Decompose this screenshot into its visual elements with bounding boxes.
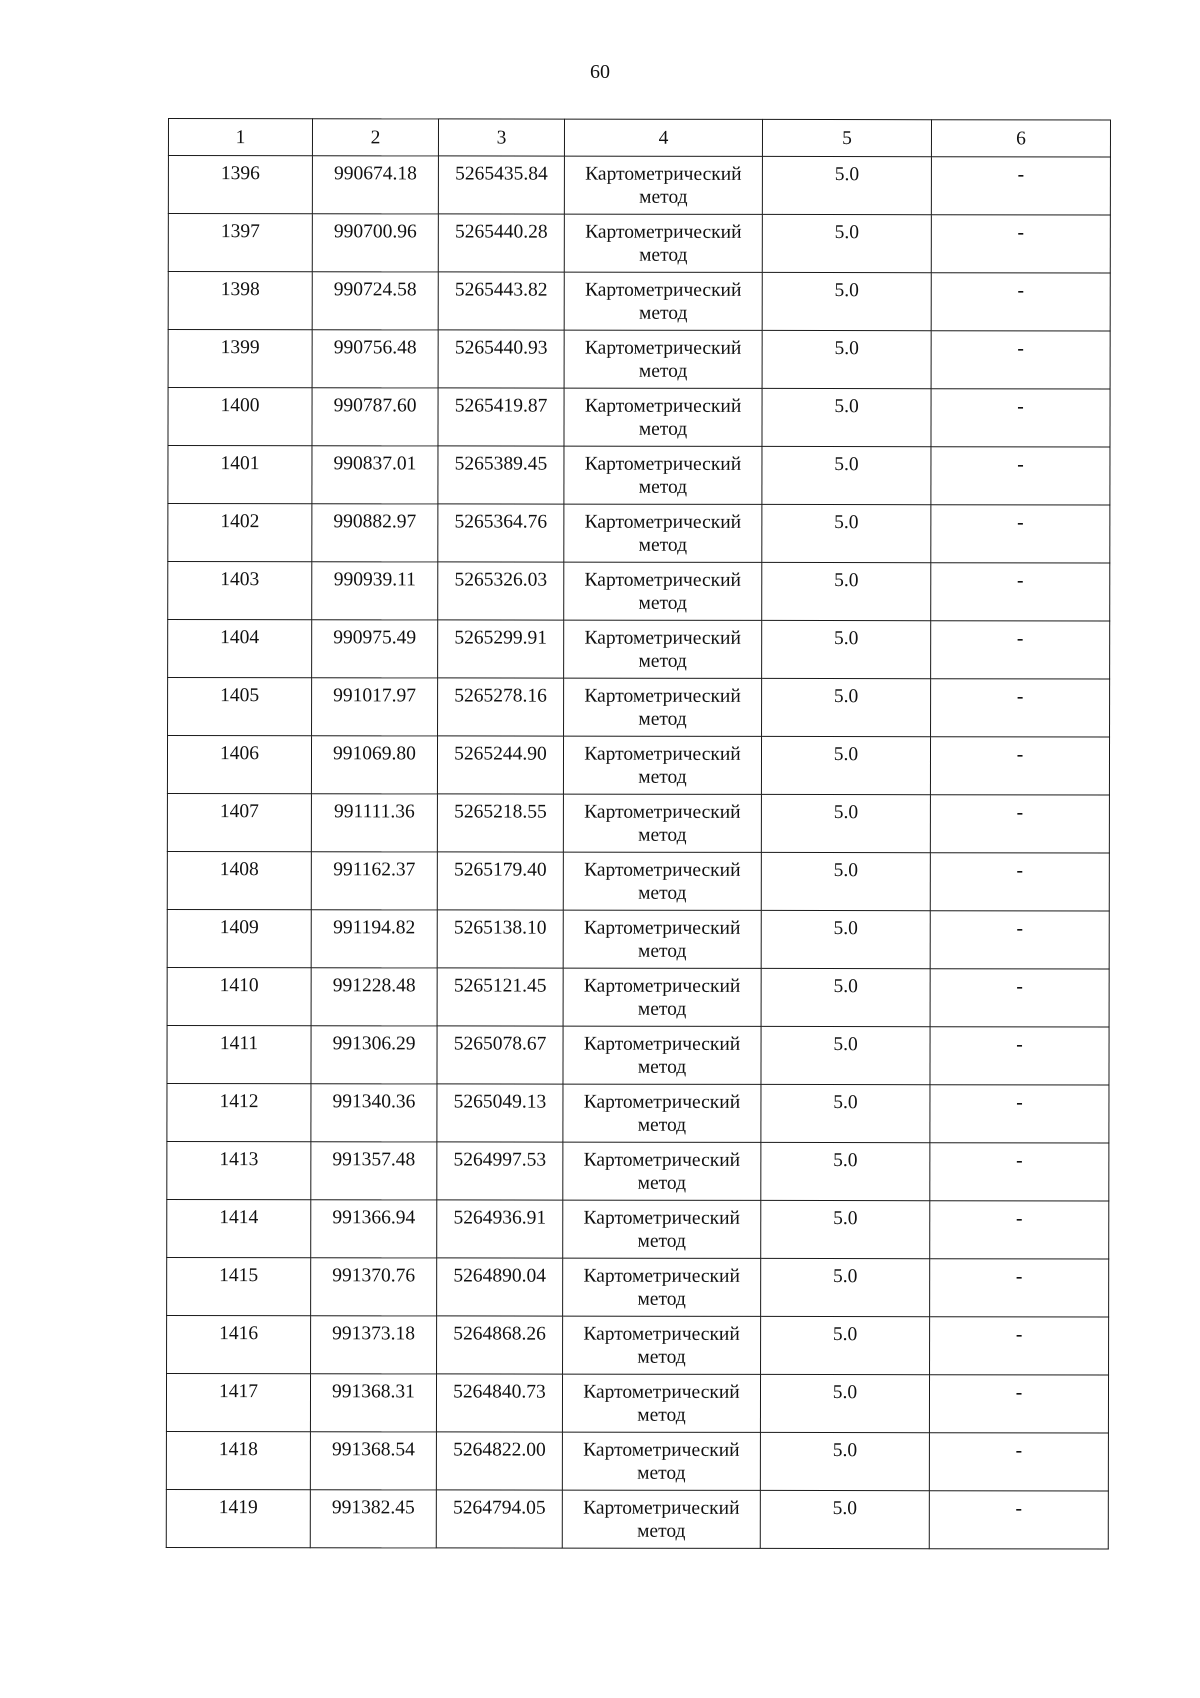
x-coordinate-cell: 991368.31 (310, 1374, 436, 1432)
method-line-1: Картометрический (583, 1091, 741, 1113)
y-coordinate-cell: 5265049.13 (437, 1084, 563, 1142)
method-line-2: метод (637, 1114, 687, 1136)
table-row (168, 214, 1110, 273)
y-coordinate-cell: 5265440.28 (438, 214, 564, 272)
y-coordinate-cell: 5265443.82 (438, 272, 564, 330)
method-line-1: Картометрический (583, 1323, 740, 1345)
y-coordinate-cell: 5264868.26 (437, 1316, 563, 1374)
y-coordinate-cell: 5265326.03 (438, 562, 564, 620)
x-coordinate-cell: 991357.48 (311, 1142, 437, 1200)
x-coordinate-cell: 990756.48 (312, 330, 438, 388)
note-cell: - (931, 331, 1110, 389)
column-header-5: 5 (762, 119, 931, 156)
note-cell: - (931, 273, 1110, 331)
point-number-cell: 1417 (166, 1373, 310, 1431)
table-row (167, 1315, 1109, 1374)
point-number-cell: 1410 (167, 967, 311, 1025)
method-line-2: метод (637, 1288, 686, 1310)
note-cell: - (930, 1027, 1109, 1085)
y-coordinate-cell: 5264997.53 (437, 1142, 563, 1200)
y-coordinate-cell: 5265440.93 (438, 330, 564, 388)
y-coordinate-cell: 5265435.84 (438, 156, 564, 214)
point-number-cell: 1404 (168, 620, 312, 678)
x-coordinate-cell: 991017.97 (312, 678, 438, 736)
point-number-cell: 1399 (168, 330, 312, 388)
point-number-cell: 1397 (168, 214, 312, 272)
table-row (168, 446, 1110, 505)
table-row (167, 1025, 1109, 1084)
method-cell (563, 968, 761, 1026)
point-number-cell: 1409 (167, 909, 311, 967)
accuracy-cell: 5.0 (762, 330, 931, 388)
method-line-2: метод (637, 940, 687, 962)
point-number-cell: 1407 (167, 793, 311, 851)
accuracy-cell: 5.0 (761, 852, 930, 910)
page-number: 60 (590, 61, 610, 83)
note-cell: - (930, 1143, 1109, 1201)
header-row (168, 119, 1110, 157)
accuracy-cell: 5.0 (761, 1142, 930, 1200)
point-number-cell: 1396 (168, 156, 312, 214)
method-line-2: метод (637, 1230, 686, 1252)
table-row (168, 620, 1110, 679)
table-row (166, 1431, 1108, 1490)
x-coordinate-cell: 991382.45 (310, 1490, 436, 1548)
method-line-1: Картометрический (583, 1033, 741, 1055)
note-cell: - (931, 389, 1110, 447)
y-coordinate-cell: 5264794.05 (436, 1490, 562, 1548)
method-cell (562, 1490, 760, 1548)
x-coordinate-cell: 991228.48 (311, 968, 437, 1026)
table-row (168, 562, 1110, 621)
method-line-1: Картометрический (583, 1497, 740, 1519)
method-cell (563, 1200, 761, 1258)
method-line-2: метод (638, 882, 687, 904)
method-cell (562, 1374, 760, 1432)
method-line-1: Картометрический (583, 975, 741, 997)
method-line-2: метод (637, 1520, 686, 1542)
x-coordinate-cell: 990882.97 (312, 504, 438, 562)
y-coordinate-cell: 5265121.45 (437, 968, 563, 1026)
method-cell (563, 852, 761, 910)
note-cell: - (931, 447, 1110, 505)
point-number-cell: 1415 (167, 1257, 311, 1315)
accuracy-cell: 5.0 (760, 1374, 929, 1432)
accuracy-cell: 5.0 (761, 1258, 930, 1316)
method-line-2: метод (638, 476, 688, 498)
point-number-cell: 1416 (167, 1315, 311, 1373)
table-row (167, 1141, 1109, 1200)
method-line-2: метод (637, 1346, 686, 1368)
table-row (166, 1373, 1108, 1432)
method-cell (563, 1316, 761, 1374)
point-number-cell: 1419 (166, 1489, 310, 1547)
method-line-1: Картометрический (584, 453, 742, 475)
y-coordinate-cell: 5265299.91 (438, 620, 564, 678)
note-cell: - (930, 853, 1109, 911)
table-body (166, 156, 1110, 1549)
method-line-1: Картометрический (584, 569, 742, 591)
table-row (168, 272, 1110, 331)
y-coordinate-cell: 5265389.45 (438, 446, 564, 504)
column-header-4: 4 (564, 119, 762, 156)
accuracy-cell: 5.0 (760, 1432, 929, 1490)
table-row (167, 736, 1109, 795)
table-row (168, 504, 1110, 563)
method-line-1: Картометрический (583, 917, 741, 939)
x-coordinate-cell: 990975.49 (312, 620, 438, 678)
accuracy-cell: 5.0 (761, 910, 930, 968)
table-row (167, 967, 1109, 1026)
method-line-2: метод (639, 186, 688, 208)
method-line-1: Картометрический (584, 337, 742, 359)
method-line-2: метод (638, 650, 687, 672)
method-line-2: метод (638, 592, 687, 614)
method-line-2: метод (638, 302, 688, 324)
note-cell: - (930, 1201, 1109, 1259)
method-cell (564, 620, 762, 678)
method-line-2: метод (637, 1172, 687, 1194)
accuracy-cell: 5.0 (762, 620, 931, 678)
y-coordinate-cell: 5264822.00 (436, 1432, 562, 1490)
y-coordinate-cell: 5265179.40 (437, 852, 563, 910)
method-cell (564, 504, 762, 562)
note-cell: - (931, 679, 1110, 737)
column-header-2: 2 (312, 119, 438, 156)
method-cell (564, 678, 762, 736)
table-row (168, 678, 1110, 737)
accuracy-cell: 5.0 (761, 794, 930, 852)
method-line-1: Картометрический (584, 859, 741, 881)
accuracy-cell: 5.0 (761, 1026, 930, 1084)
accuracy-cell: 5.0 (762, 504, 931, 562)
method-line-1: Картометрический (583, 1265, 740, 1287)
point-number-cell: 1401 (168, 446, 312, 504)
method-line-2: метод (638, 360, 688, 382)
point-number-cell: 1406 (167, 736, 311, 794)
method-line-2: метод (637, 1462, 686, 1484)
method-line-2: метод (638, 766, 687, 788)
point-number-cell: 1418 (166, 1431, 310, 1489)
y-coordinate-cell: 5265278.16 (438, 678, 564, 736)
method-line-2: метод (637, 1404, 686, 1426)
x-coordinate-cell: 991368.54 (310, 1432, 436, 1490)
method-cell (564, 330, 762, 388)
x-coordinate-cell: 990837.01 (312, 446, 438, 504)
note-cell: - (930, 969, 1109, 1027)
accuracy-cell: 5.0 (761, 736, 930, 794)
table-row (168, 330, 1110, 389)
method-line-1: Картометрический (584, 685, 741, 707)
method-cell (564, 388, 762, 446)
y-coordinate-cell: 5265244.90 (437, 736, 563, 794)
table-row (166, 1489, 1108, 1548)
note-cell: - (930, 1085, 1109, 1143)
method-line-1: Картометрический (584, 801, 741, 823)
method-cell (563, 1258, 761, 1316)
method-line-1: Картометрический (584, 743, 741, 765)
y-coordinate-cell: 5265078.67 (437, 1026, 563, 1084)
x-coordinate-cell: 991194.82 (311, 910, 437, 968)
y-coordinate-cell: 5264890.04 (437, 1258, 563, 1316)
x-coordinate-cell: 991340.36 (311, 1084, 437, 1142)
method-cell (563, 1084, 761, 1142)
y-coordinate-cell: 5265138.10 (437, 910, 563, 968)
table-row (167, 793, 1109, 852)
point-number-cell: 1403 (168, 562, 312, 620)
accuracy-cell: 5.0 (762, 678, 931, 736)
method-line-1: Картометрический (583, 1439, 740, 1461)
point-number-cell: 1400 (168, 388, 312, 446)
method-line-1: Картометрический (584, 279, 742, 301)
x-coordinate-cell: 991370.76 (311, 1258, 437, 1316)
x-coordinate-cell: 991162.37 (311, 852, 437, 910)
table-row (167, 909, 1109, 968)
table-row (167, 1257, 1109, 1316)
column-header-1: 1 (168, 119, 312, 156)
accuracy-cell: 5.0 (762, 446, 931, 504)
accuracy-cell: 5.0 (762, 156, 931, 214)
y-coordinate-cell: 5264936.91 (437, 1200, 563, 1258)
column-header-6: 6 (931, 120, 1110, 157)
method-cell (563, 736, 761, 794)
method-line-2: метод (637, 998, 687, 1020)
accuracy-cell: 5.0 (762, 388, 931, 446)
point-number-cell: 1413 (167, 1141, 311, 1199)
column-header-3: 3 (438, 119, 564, 156)
x-coordinate-cell: 990939.11 (312, 562, 438, 620)
accuracy-cell: 5.0 (761, 1084, 930, 1142)
note-cell: - (930, 911, 1109, 969)
y-coordinate-cell: 5265364.76 (438, 504, 564, 562)
note-cell: - (929, 1433, 1108, 1491)
note-cell: - (931, 157, 1110, 215)
method-line-1: Картометрический (585, 163, 742, 185)
x-coordinate-cell: 991373.18 (311, 1316, 437, 1374)
method-cell (562, 1432, 760, 1490)
accuracy-cell: 5.0 (761, 1200, 930, 1258)
method-cell (563, 910, 761, 968)
x-coordinate-cell: 990674.18 (312, 156, 438, 214)
point-number-cell: 1405 (168, 678, 312, 736)
point-number-cell: 1402 (168, 504, 312, 562)
note-cell: - (930, 737, 1109, 795)
table-row (168, 388, 1110, 447)
note-cell: - (929, 1375, 1108, 1433)
table-row (167, 851, 1109, 910)
table-row (168, 156, 1110, 215)
point-number-cell: 1412 (167, 1083, 311, 1141)
method-cell (563, 1026, 761, 1084)
note-cell: - (930, 1259, 1109, 1317)
accuracy-cell: 5.0 (761, 1316, 930, 1374)
table-row (167, 1199, 1109, 1258)
method-cell (563, 794, 761, 852)
note-cell: - (931, 505, 1110, 563)
accuracy-cell: 5.0 (761, 968, 930, 1026)
method-cell (564, 272, 762, 330)
y-coordinate-cell: 5265419.87 (438, 388, 564, 446)
y-coordinate-cell: 5264840.73 (436, 1374, 562, 1432)
method-cell (564, 214, 762, 272)
accuracy-cell: 5.0 (762, 562, 931, 620)
x-coordinate-cell: 990700.96 (312, 214, 438, 272)
method-line-2: метод (638, 534, 688, 556)
table-row (167, 1083, 1109, 1142)
method-line-1: Картометрический (583, 1381, 740, 1403)
coordinates-table (166, 118, 1111, 1549)
point-number-cell: 1408 (167, 851, 311, 909)
method-line-1: Картометрический (583, 1149, 741, 1171)
method-line-1: Картометрический (585, 221, 742, 243)
table-header (168, 119, 1110, 157)
method-line-2: метод (637, 1056, 687, 1078)
method-line-2: метод (639, 244, 688, 266)
point-number-cell: 1411 (167, 1025, 311, 1083)
note-cell: - (931, 563, 1110, 621)
method-cell (564, 156, 762, 214)
x-coordinate-cell: 990724.58 (312, 272, 438, 330)
x-coordinate-cell: 991306.29 (311, 1026, 437, 1084)
method-line-2: метод (638, 824, 687, 846)
y-coordinate-cell: 5265218.55 (437, 794, 563, 852)
method-line-2: метод (638, 418, 688, 440)
method-line-1: Картометрический (584, 511, 742, 533)
method-cell (563, 1142, 761, 1200)
note-cell: - (931, 621, 1110, 679)
method-line-1: Картометрический (583, 1207, 741, 1229)
method-line-1: Картометрический (584, 627, 741, 649)
point-number-cell: 1398 (168, 272, 312, 330)
note-cell: - (929, 1491, 1108, 1549)
note-cell: - (931, 215, 1110, 273)
x-coordinate-cell: 991111.36 (311, 794, 437, 852)
note-cell: - (930, 1317, 1109, 1375)
note-cell: - (930, 795, 1109, 853)
point-number-cell: 1414 (167, 1199, 311, 1257)
method-cell (564, 446, 762, 504)
accuracy-cell: 5.0 (760, 1490, 929, 1548)
x-coordinate-cell: 990787.60 (312, 388, 438, 446)
method-line-2: метод (638, 708, 687, 730)
method-cell (564, 562, 762, 620)
x-coordinate-cell: 991069.80 (311, 736, 437, 794)
accuracy-cell: 5.0 (762, 272, 931, 330)
x-coordinate-cell: 991366.94 (311, 1200, 437, 1258)
accuracy-cell: 5.0 (762, 214, 931, 272)
method-line-1: Картометрический (584, 395, 742, 417)
